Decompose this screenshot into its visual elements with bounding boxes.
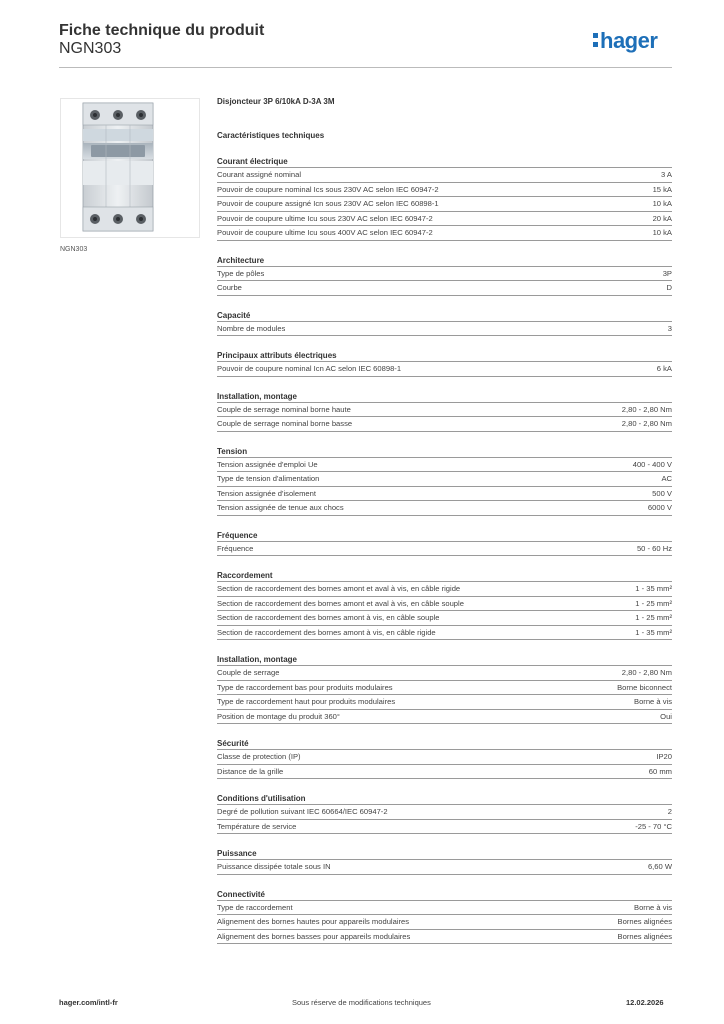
spec-value: 2,80 - 2,80 Nm (621, 419, 672, 429)
spec-label: Section de raccordement des bornes amont à vis, en câble souple (217, 613, 440, 623)
circuit-breaker-illustration (61, 99, 199, 237)
spec-label: Type de tension d'alimentation (217, 474, 320, 484)
spec-value: Borne à vis (634, 697, 672, 707)
spec-section (217, 446, 672, 516)
spec-row (217, 322, 672, 337)
spec-row (217, 626, 672, 641)
spec-value: 1 - 25 mm² (635, 613, 672, 623)
spec-row (217, 542, 672, 557)
spec-row (217, 597, 672, 612)
section-title: Puissance (217, 848, 672, 860)
spec-label: Couple de serrage (217, 668, 280, 678)
spec-value: 500 V (652, 488, 672, 498)
footer-website: hager.com/intl-fr (59, 998, 118, 1007)
spec-row (217, 403, 672, 418)
footer-disclaimer: Sous réserve de modifications techniques (292, 998, 431, 1007)
spec-value: 10 kA (652, 228, 672, 238)
spec-label: Couple de serrage nominal borne haute (217, 404, 351, 414)
spec-label: Nombre de modules (217, 323, 286, 333)
spec-section (217, 793, 672, 834)
spec-label: Pouvoir de coupure ultime Icu sous 230V AC selon IEC 60947-2 (217, 213, 433, 223)
spec-value: 2 (667, 807, 672, 817)
section-title: Fréquence (217, 530, 672, 542)
spec-value: AC (661, 474, 672, 484)
section-title: Conditions d'utilisation (217, 793, 672, 805)
spec-row (217, 487, 672, 502)
spec-value: 1 - 35 mm² (635, 627, 672, 637)
spec-row (217, 212, 672, 227)
spec-row (217, 820, 672, 835)
image-caption: NGN303 (60, 246, 88, 253)
spec-row (217, 183, 672, 198)
spec-row (217, 805, 672, 820)
spec-value: D (666, 283, 672, 293)
spec-section (217, 391, 672, 432)
spec-label: Alignement des bornes hautes pour appareils modulaires (217, 917, 410, 927)
spec-row (217, 582, 672, 597)
spec-label: Position de montage du produit 360° (217, 711, 340, 721)
spec-value: 400 - 400 V (632, 459, 672, 469)
header-divider (59, 67, 672, 68)
spec-row (217, 765, 672, 780)
spec-row (217, 681, 672, 696)
spec-section (217, 530, 672, 557)
section-title: Tension (217, 446, 672, 458)
spec-row (217, 695, 672, 710)
spec-row (217, 501, 672, 516)
product-image (60, 98, 200, 238)
spec-label: Courant assigné nominal (217, 170, 302, 180)
spec-label: Type de raccordement haut pour produits modulaires (217, 697, 396, 707)
spec-row (217, 168, 672, 183)
section-title: Principaux attributs électriques (217, 350, 672, 362)
spec-value: 15 kA (652, 184, 672, 194)
spec-label: Alignement des bornes basses pour appareils modulaires (217, 931, 411, 941)
spec-label: Température de service (217, 821, 297, 831)
spec-value: Bornes alignées (617, 917, 672, 927)
spec-label: Tension assignée d'emploi Ue (217, 459, 318, 469)
spec-row (217, 281, 672, 296)
section-title: Architecture (217, 255, 672, 267)
section-title: Courant électrique (217, 156, 672, 168)
spec-value: -25 - 70 °C (635, 821, 672, 831)
spec-row (217, 362, 672, 377)
spec-section (217, 255, 672, 296)
spec-value: 2,80 - 2,80 Nm (621, 668, 672, 678)
spec-row (217, 710, 672, 725)
spec-section (217, 156, 672, 241)
hager-logo (593, 28, 657, 54)
product-reference: NGN303 (59, 40, 122, 57)
spec-label: Tension assignée d'isolement (217, 488, 316, 498)
spec-label: Courbe (217, 283, 242, 293)
page-title: Fiche technique du produit (59, 22, 265, 39)
section-title: Connectivité (217, 889, 672, 901)
spec-value: Oui (660, 711, 672, 721)
spec-label: Pouvoir de coupure assigné Icn sous 230V AC selon IEC 60898-1 (217, 199, 439, 209)
spec-content (217, 96, 672, 944)
spec-value: 60 mm (648, 766, 672, 776)
spec-value: Borne à vis (634, 902, 672, 912)
spec-section (217, 570, 672, 640)
spec-value: 50 - 60 Hz (636, 543, 672, 553)
spec-value: 1 - 35 mm² (635, 584, 672, 594)
spec-label: Section de raccordement des bornes amont à vis, en câble rigide (217, 627, 436, 637)
spec-row (217, 226, 672, 241)
section-title: Raccordement (217, 570, 672, 582)
spec-row (217, 860, 672, 875)
spec-row (217, 666, 672, 681)
section-title: Installation, montage (217, 391, 672, 403)
spec-section (217, 848, 672, 875)
spec-label: Type de raccordement (217, 902, 293, 912)
spec-sections (217, 156, 672, 944)
spec-heading: Caractéristiques techniques (217, 131, 325, 140)
section-title: Installation, montage (217, 654, 672, 666)
spec-label: Pouvoir de coupure nominal Icn AC selon IEC 60898-1 (217, 364, 402, 374)
spec-label: Pouvoir de coupure ultime Icu sous 400V AC selon IEC 60947-2 (217, 228, 433, 238)
spec-label: Classe de protection (IP) (217, 752, 301, 762)
spec-value: Bornes alignées (617, 931, 672, 941)
spec-value: 6000 V (647, 503, 672, 513)
spec-section (217, 738, 672, 779)
spec-value: 3 A (661, 170, 672, 180)
spec-value: Borne biconnect (617, 682, 672, 692)
logo-text: hager (600, 28, 658, 53)
spec-label: Type de raccordement bas pour produits modulaires (217, 682, 393, 692)
section-title: Sécurité (217, 738, 672, 750)
spec-label: Type de pôles (217, 268, 265, 278)
spec-value: IP20 (656, 752, 672, 762)
spec-row (217, 458, 672, 473)
spec-value: 2,80 - 2,80 Nm (621, 404, 672, 414)
spec-label: Pouvoir de coupure nominal Ics sous 230V AC selon IEC 60947-2 (217, 184, 439, 194)
spec-label: Tension assignée de tenue aux chocs (217, 503, 344, 513)
spec-label: Couple de serrage nominal borne basse (217, 419, 353, 429)
spec-label: Distance de la grille (217, 766, 284, 776)
spec-section (217, 350, 672, 377)
product-name: Disjoncteur 3P 6/10kA D-3A 3M (217, 97, 335, 106)
spec-label: Puissance dissipée totale sous IN (217, 862, 331, 872)
spec-value: 3P (662, 268, 672, 278)
logo-dots-icon (593, 33, 599, 47)
spec-row (217, 197, 672, 212)
spec-row (217, 611, 672, 626)
spec-row (217, 750, 672, 765)
spec-row (217, 472, 672, 487)
spec-row (217, 901, 672, 916)
spec-value: 6,60 W (647, 862, 672, 872)
spec-value: 6 kA (656, 364, 672, 374)
spec-section (217, 889, 672, 945)
section-title: Capacité (217, 310, 672, 322)
spec-value: 3 (667, 323, 672, 333)
spec-value: 10 kA (652, 199, 672, 209)
spec-label: Fréquence (217, 543, 254, 553)
spec-row (217, 267, 672, 282)
spec-value: 20 kA (652, 213, 672, 223)
spec-label: Section de raccordement des bornes amont et aval à vis, en câble souple (217, 598, 464, 608)
spec-section (217, 654, 672, 724)
spec-row (217, 930, 672, 945)
spec-row (217, 915, 672, 930)
spec-label: Section de raccordement des bornes amont et aval à vis, en câble rigide (217, 584, 461, 594)
footer-date: 12.02.2026 (626, 998, 664, 1007)
spec-label: Degré de pollution suivant IEC 60664/IEC 60947-2 (217, 807, 388, 817)
spec-value: 1 - 25 mm² (635, 598, 672, 608)
spec-row (217, 417, 672, 432)
spec-section (217, 310, 672, 337)
